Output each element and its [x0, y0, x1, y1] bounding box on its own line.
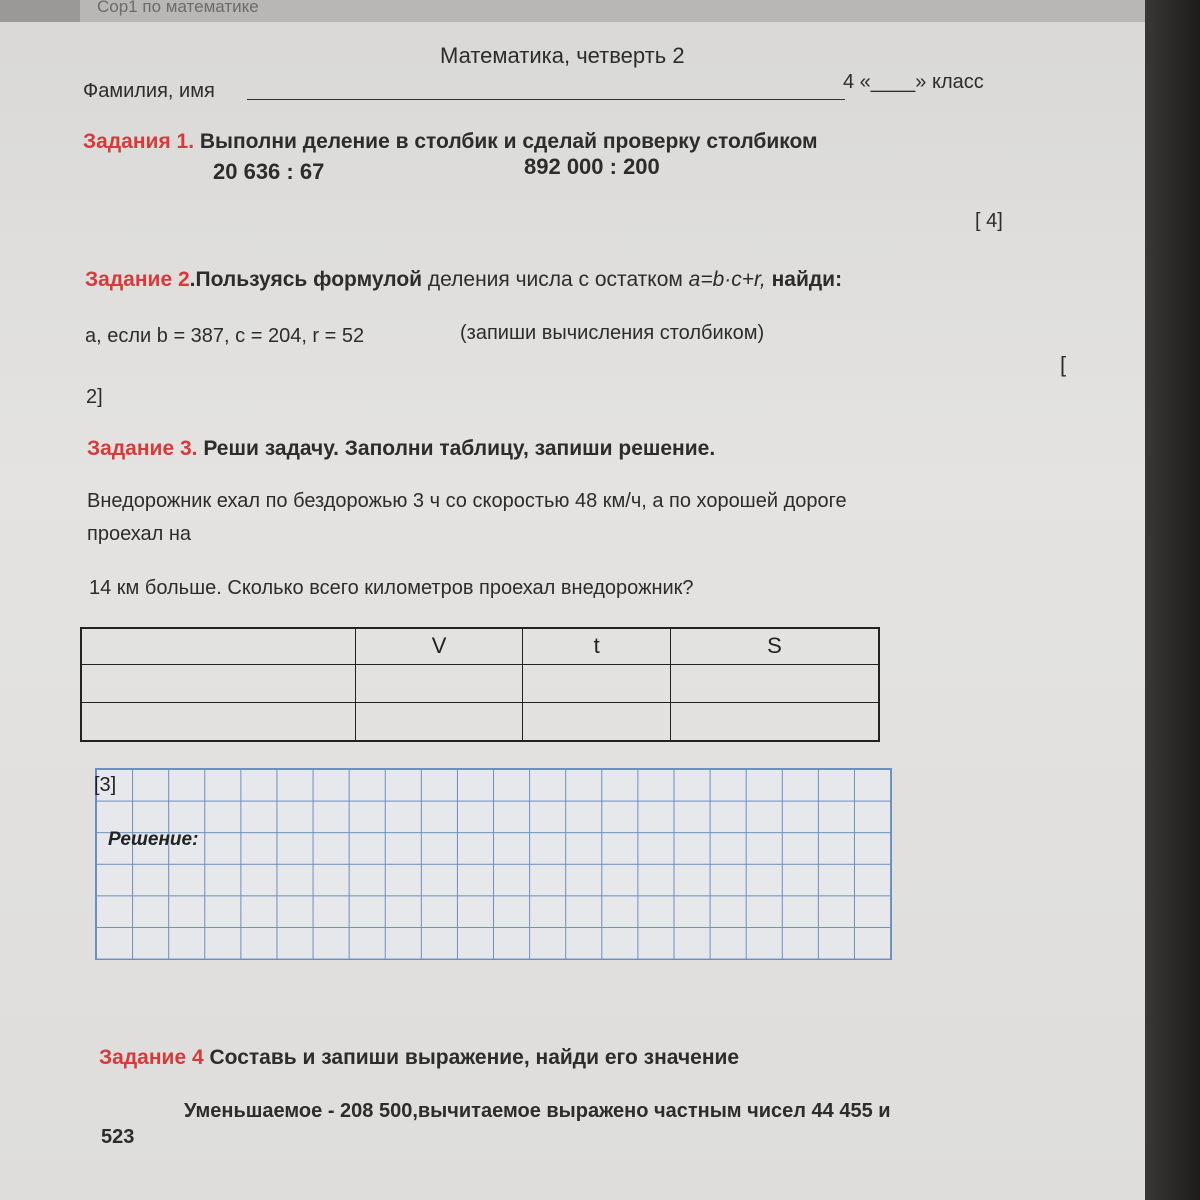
- class-label: 4 «____» класс: [843, 71, 984, 93]
- task3-table: [80, 627, 880, 742]
- table-cell[interactable]: [670, 702, 879, 741]
- task1-example-1: 20 636 : 67: [213, 159, 325, 184]
- task4-text: Составь и запиши выражение, найди его значение: [209, 1046, 740, 1069]
- task1-score: [ 4]: [975, 210, 1003, 232]
- document-name: Сор1 по математике: [97, 0, 259, 16]
- table-cell[interactable]: [670, 664, 879, 702]
- task3-text: Реши задачу. Заполни таблицу, запиши решение.: [203, 437, 716, 460]
- task3-heading: [87, 437, 715, 461]
- device-bezel: [1145, 0, 1200, 1200]
- solution-label: Решение:: [108, 829, 199, 850]
- task2-formula: a=b·c+r,: [688, 268, 766, 291]
- task3-problem-line2: проехал на: [87, 523, 192, 545]
- worksheet-title: Математика, четверть 2: [440, 43, 685, 68]
- task2-note: (запиши вычисления столбиком): [460, 322, 765, 344]
- task4-line1: Уменьшаемое - 208 500,вычитаемое выражено частным чисел 44 455 и: [184, 1100, 891, 1122]
- table-cell[interactable]: [523, 664, 671, 702]
- table-cell[interactable]: [355, 702, 523, 741]
- table-cell[interactable]: [81, 664, 355, 702]
- task3-label: Задание 3.: [87, 437, 198, 460]
- name-line[interactable]: [247, 99, 845, 100]
- table-header-row: [81, 628, 879, 664]
- table-cell[interactable]: [355, 664, 523, 702]
- table-header-cell: S: [670, 628, 879, 664]
- task2-text-a: .Пользуясь формулой: [189, 268, 423, 291]
- table-header-cell: t: [523, 628, 671, 664]
- task2-bracket: [: [1060, 352, 1067, 377]
- task1-example-2: 892 000 : 200: [524, 154, 660, 179]
- table-cell[interactable]: [81, 702, 355, 741]
- task3-score: [3]: [94, 774, 117, 796]
- table-header-cell: V: [355, 628, 523, 664]
- table-cell[interactable]: [523, 702, 671, 741]
- task2-heading: [85, 268, 842, 292]
- task3-problem-line1: Внедорожник ехал по бездорожью 3 ч со скоростью 48 км/ч, а по хорошей дороге: [87, 490, 847, 512]
- task1-text: Выполни деление в столбик и сделай проверку столбиком: [199, 130, 818, 153]
- app-icon: [0, 0, 80, 22]
- task2-text-c: найди:: [771, 268, 843, 291]
- task1-heading: [83, 130, 818, 154]
- task2-text-b: деления числа с остатком: [427, 268, 683, 291]
- title-bar: [0, 0, 1145, 22]
- task2-score: 2]: [86, 386, 103, 408]
- table-row: [81, 664, 879, 702]
- table-header-cell: [81, 628, 355, 664]
- task2-label: Задание 2: [85, 268, 190, 291]
- task1-label: Задания 1.: [83, 130, 195, 153]
- task4-heading: [99, 1046, 739, 1070]
- table-row: [81, 702, 879, 741]
- name-label: Фамилия, имя: [83, 80, 215, 102]
- task3-problem-line3: 14 км больше. Сколько всего километров проехал внедорожник?: [89, 577, 694, 599]
- solution-grid[interactable]: [95, 768, 892, 960]
- task2-condition: а, если b = 387, с = 204, r = 52: [85, 325, 365, 347]
- task4-line2: 523: [101, 1126, 135, 1148]
- task4-label: Задание 4: [99, 1046, 204, 1069]
